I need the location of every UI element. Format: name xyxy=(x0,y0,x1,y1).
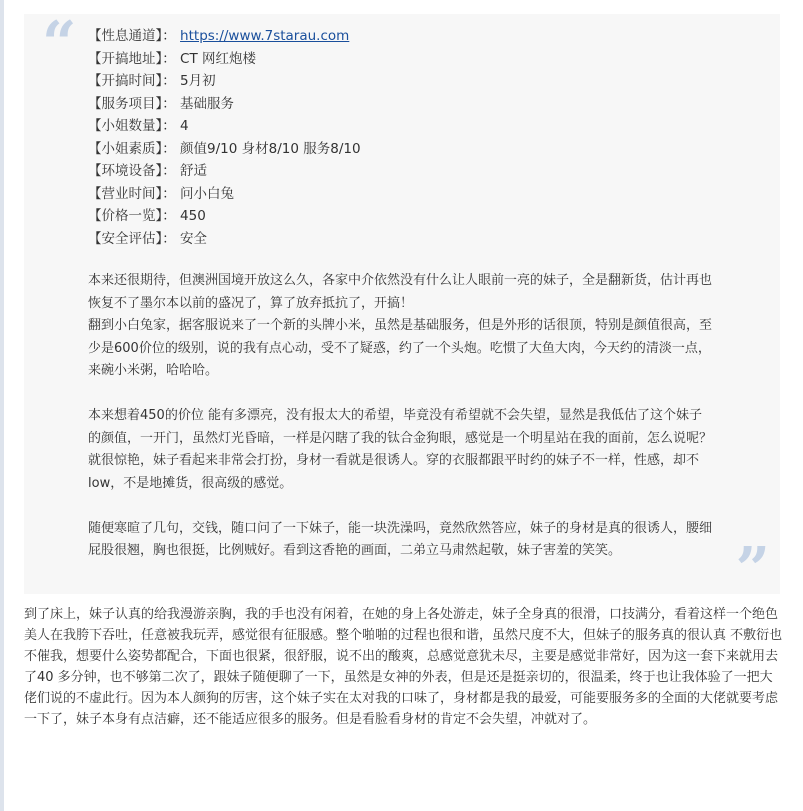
quote-paragraph-2: 本来想着450的价位 能有多漂亮，没有报太大的希望，毕竟没有希望就不会失望，显然是我低估了这个妹子的颜值，一开门，虽然灯光昏暗，一样是闪瞎了我的钛合金狗眼，感觉是一个明星站在我的面前，怎么说呢？就很惊艳，妹子看起来非常会打扮，身材一看就是很诱人。穿的衣服都跟平时约的妹子不一样，性感，却不low，不是地摊货，很高级的感觉。 xyxy=(88,408,713,491)
info-label: 【开搞时间】 xyxy=(88,73,163,89)
info-separator: ： xyxy=(162,28,176,44)
info-value: 基础服务 xyxy=(180,95,235,112)
info-separator: ： xyxy=(162,230,176,247)
info-label: 【小姐素质】 xyxy=(88,140,163,157)
info-item-service xyxy=(88,93,361,116)
info-item-quality xyxy=(88,138,361,161)
quote-paragraph-1 xyxy=(88,270,713,383)
info-separator: ： xyxy=(162,163,176,179)
info-separator: ： xyxy=(162,95,176,112)
info-item-channel xyxy=(88,25,361,48)
quote-paragraph-1-line-2: 翻到小白兔家，据客服说来了一个新的头牌小米，虽然是基础服务，但是外形的话很顶，特别是颜值很高，至少是600价位的级别，说的我有点心动，受不了疑惑，约了一个头炮。吃惯了大鱼大肉，今天约的清淡一点，来碗小米粥，哈哈哈。 xyxy=(88,318,713,378)
info-value: 问小白兔 xyxy=(180,185,235,202)
info-item-safety xyxy=(88,228,361,251)
quote-block xyxy=(24,9,780,605)
info-item-hours xyxy=(88,183,361,206)
info-item-count xyxy=(88,115,361,138)
body-paragraph: 到了床上，妹子认真的给我漫游亲胸，我的手也没有闲着，在她的身上各处游走，妹子全身真的很滑，口技满分，看着这样一个绝色美人在我胯下吞吐，任意被我玩弄，感觉很有征服感。整个啪啪的过程也很和谐，虽然尺度不大，但妹子的服务真的很认真 不敷衍也不催我，想要什么姿势都配合，下面也很紧，很舒服，说不出的酸爽，总感觉意犹未尽，主要是感觉非常好，因为这一套下来就用去了40 多分钟，也不够第二次了，跟妹子随便聊了一下，虽然是女神的外表，但是还是挺亲切的，很温柔，终于也让我体验了一把大佬们说的不虚此行。因为本人颜狗的厉害，这个妹子实在太对我的口味了，身材都是我的最爱，可能要服务多的全面的大佬就要考虑一下了，妹子本身有点洁癖，还不能适应很多的服务。但是看脸看身材的肯定不会失望，冲就对了。 xyxy=(24,607,783,727)
info-label: 【营业时间】 xyxy=(88,185,163,202)
info-value: 450 xyxy=(180,208,206,224)
info-list xyxy=(88,25,361,250)
info-separator: ： xyxy=(162,140,176,157)
quote-paragraph-1-line-1: 本来还很期待，但澳洲国境开放这么久，各家中介依然没有什么让人眼前一亮的妹子，全是翻新货，估计再也恢复不了墨尔本以前的盛况了，算了放弃抵抗了，开搞！ xyxy=(88,273,713,311)
info-separator: ： xyxy=(162,185,176,202)
info-item-price xyxy=(88,205,361,228)
info-label: 【开搞地址】 xyxy=(88,50,163,67)
info-label: 【性息通道】 xyxy=(88,28,163,44)
info-value: 4 xyxy=(180,118,189,134)
quote-paragraphs xyxy=(88,270,713,563)
left-border-rule xyxy=(0,0,4,811)
info-value: 5月初 xyxy=(180,73,216,89)
info-value: 安全 xyxy=(180,230,208,247)
open-quote-icon: “ xyxy=(42,9,77,79)
info-item-time xyxy=(88,70,361,93)
info-label: 【环境设备】 xyxy=(88,163,163,179)
info-separator: ： xyxy=(162,208,176,224)
info-separator: ： xyxy=(162,50,176,67)
quote-paragraph-3: 随便寒暄了几句，交钱，随口问了一下妹子，能一块洗澡吗，竟然欣然答应，妹子的身材是真的很诱人，腰细屁股很翘，胸也很挺，比例贼好。看到这香艳的画面，二弟立马肃然起敬，妹子害羞的笑笑。 xyxy=(88,520,713,558)
info-label: 【价格一览】 xyxy=(88,208,163,224)
info-label: 【服务项目】 xyxy=(88,95,163,112)
info-separator: ： xyxy=(162,118,176,134)
info-value: CT 网红炮楼 xyxy=(180,50,257,67)
info-value: 舒适 xyxy=(180,163,208,179)
info-item-environment xyxy=(88,160,361,183)
info-value: 颜值9/10 身材8/10 服务8/10 xyxy=(180,140,361,157)
close-quote-icon: ” xyxy=(735,535,770,605)
info-label: 【小姐数量】 xyxy=(88,118,163,134)
info-item-address xyxy=(88,48,361,71)
info-separator: ： xyxy=(162,73,176,89)
article-body xyxy=(24,604,784,730)
info-label: 【安全评估】 xyxy=(88,230,163,247)
channel-link[interactable]: https://www.7starau.com xyxy=(180,28,350,44)
